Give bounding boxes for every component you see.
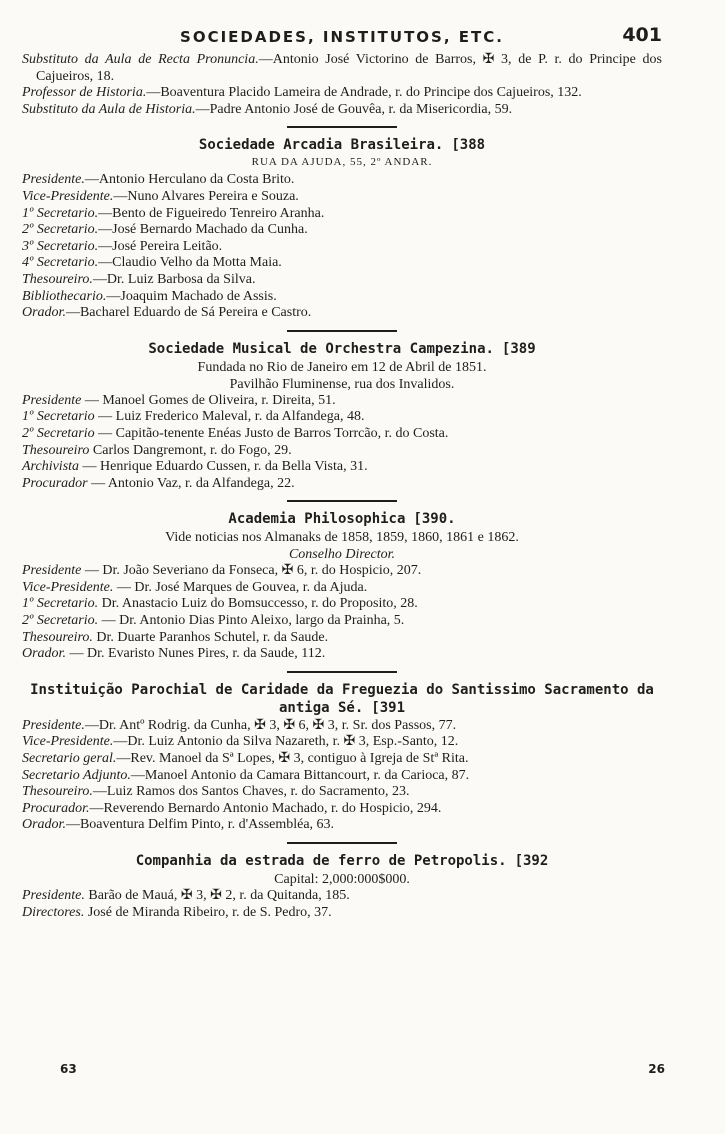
entry-text: Carlos Dangremont, r. do Fogo, 29. <box>89 442 292 458</box>
entry-text: — Dr. João Severiano da Fonseca, ✠ 6, r. do Hospicio, 207. <box>81 563 422 579</box>
entry <box>22 596 662 613</box>
entry <box>22 206 662 223</box>
section-title <box>22 510 662 528</box>
entry-text: —Dr. Luiz Antonio da Silva Nazareth, r. ✠ 3, Esp.-Santo, 12. <box>113 734 459 750</box>
section-note: Pavilhão Fluminense, rua dos Invalidos. <box>229 376 455 392</box>
entry-role: Orador. <box>22 305 66 321</box>
entry <box>22 580 662 597</box>
entry <box>22 189 662 206</box>
header-title: SOCIEDADES, INSTITUTOS, ETC. <box>180 28 504 46</box>
section-rule <box>287 500 397 502</box>
entry-text: José de Miranda Ribeiro, r. de S. Pedro, 37. <box>84 904 332 920</box>
entry-text: — Manoel Gomes de Oliveira, r. Direita, 51. <box>81 392 336 408</box>
entry-role: Substituto da Aula de Recta Pronuncia. <box>22 52 259 67</box>
entry <box>22 888 662 905</box>
entry-role: Presidente. <box>22 717 85 733</box>
entry-text: —Rev. Manoel da Sª Lopes, ✠ 3, contiguo à Igreja de Stª Rita. <box>116 751 469 767</box>
entry <box>22 289 662 306</box>
section-title <box>22 681 662 717</box>
section-rule <box>287 126 397 128</box>
footer-mark: 26 <box>648 1062 665 1076</box>
entry-role: 2º Secretario. <box>22 613 99 629</box>
entry-role: 2º Secretario. <box>22 222 99 238</box>
entry-role: 2º Secretario <box>22 425 95 441</box>
entry-text: —Reverendo Bernardo Antonio Machado, r. do Hospicio, 294. <box>89 800 442 816</box>
entry <box>22 459 662 476</box>
footer-signature: 63 <box>60 1062 77 1076</box>
entry-text: —José Pereira Leitão. <box>98 238 223 254</box>
entry-role: Presidente <box>22 563 82 579</box>
page <box>22 22 662 921</box>
entry-role: Procurador <box>22 475 88 491</box>
section-rule <box>287 842 397 844</box>
entry <box>22 443 662 460</box>
section-title <box>22 852 662 870</box>
entry-text: Barão de Mauá, ✠ 3, ✠ 2, r. da Quitanda, 185. <box>84 888 350 903</box>
entry-role: Vice-Presidente. <box>22 734 114 750</box>
section-title <box>22 340 662 358</box>
entry <box>22 52 662 85</box>
entry <box>22 646 662 663</box>
section-code: [391 <box>371 699 405 716</box>
entry-role: Professor de Historia. <box>22 85 147 101</box>
entry-text: Dr. Anastacio Luiz do Bomsuccesso, r. do Proposito, 28. <box>98 596 418 612</box>
top-entries <box>22 52 662 118</box>
entry-text: —Dr. Antº Rodrig. da Cunha, ✠ 3, ✠ 6, ✠ 3, r. Sr. dos Passos, 77. <box>84 717 457 733</box>
entry-role: Secretario Adjunto. <box>22 767 131 783</box>
section-code: [389 <box>501 340 536 357</box>
section-title-text: Sociedade Musical de Orchestra Campezina. <box>148 340 494 357</box>
entry <box>22 905 662 922</box>
entry <box>22 784 662 801</box>
entry <box>22 718 662 735</box>
entry-text: — Dr. Evaristo Nunes Pires, r. da Saude, 112. <box>65 646 326 662</box>
entry-text: —Antonio Herculano da Costa Brito. <box>84 172 295 188</box>
entry-text: Dr. Duarte Paranhos Schutel, r. da Saude. <box>92 629 329 645</box>
entry-role: Bibliothecario. <box>22 288 107 304</box>
entry-text: —Dr. Luiz Barbosa da Silva. <box>92 271 256 287</box>
section-title-text: Companhia da estrada de ferro de Petropolis. <box>135 853 507 869</box>
entry <box>22 563 662 580</box>
entry-role: 4º Secretario. <box>22 255 99 271</box>
entry-role: Vice-Presidente. <box>22 188 114 204</box>
entry <box>22 102 662 119</box>
entry <box>22 817 662 834</box>
entry-text: — Dr. José Marques de Gouvea, r. da Ajuda. <box>113 579 368 595</box>
section-code: [388 <box>451 137 486 154</box>
entry <box>22 768 662 785</box>
entry-text: —Claudio Velho da Motta Maia. <box>98 255 282 271</box>
entry-role: Presidente. <box>22 888 85 903</box>
section-title-text: Instituição Parochial de Caridade da Freguezia do Santissimo Sacramento da antiga Sé. <box>30 681 654 716</box>
entry-text: —Boaventura Placido Lameira de Andrade, r. do Principe dos Cajueiros, 132. <box>146 85 582 101</box>
entry <box>22 272 662 289</box>
section-rule <box>287 671 397 673</box>
entry <box>22 222 662 239</box>
entry-text: — Capitão-tenente Enéas Justo de Barros Torrcão, r. do Costa. <box>94 425 449 441</box>
entry-text: —Joaquim Machado de Assis. <box>106 288 277 304</box>
entry <box>22 409 662 426</box>
entry-role: Presidente <box>22 392 82 408</box>
entry-text: — Luiz Frederico Maleval, r. da Alfandega, 48. <box>94 409 365 425</box>
entry <box>22 801 662 818</box>
sections <box>22 126 662 921</box>
entry <box>22 426 662 443</box>
section-title <box>22 136 662 154</box>
entry <box>22 393 662 410</box>
entry <box>22 734 662 751</box>
entry-text: — Henrique Eduardo Cussen, r. da Bella Vista, 31. <box>79 459 368 475</box>
entry-role: Thesoureiro. <box>22 629 93 645</box>
entry-role: Presidente. <box>22 172 85 188</box>
entry <box>22 255 662 272</box>
entry <box>22 476 662 493</box>
entry-text: —Boaventura Delfim Pinto, r. d'Assembléa, 63. <box>65 817 335 833</box>
section-address: RUA DA AJUDA, 55, 2º ANDAR. <box>251 156 433 169</box>
entry-text: —Padre Antonio José de Gouvêa, r. da Misericordia, 59. <box>195 101 513 117</box>
entry-role: Thesoureiro. <box>22 784 93 800</box>
entry <box>22 305 662 322</box>
section-title-text: Sociedade Arcadia Brasileira. <box>198 137 444 154</box>
entry-text: —Antonio José Victorino de Barros, ✠ 3, de P. r. do Principe dos Cajueiros, 18. <box>36 52 662 84</box>
entry-text: —Manoel Antonio da Camara Bittancourt, r. da Carioca, 87. <box>130 767 470 783</box>
entry-role: 1º Secretario <box>22 409 95 425</box>
entry-role: Thesoureiro <box>22 442 90 458</box>
entry-text: —Bacharel Eduardo de Sá Pereira e Castro. <box>65 305 312 321</box>
entry-text: — Dr. Antonio Dias Pinto Aleixo, largo da Prainha, 5. <box>98 613 405 629</box>
entry-role: Archivista <box>22 459 80 475</box>
entry-role: 1º Secretario. <box>22 205 99 221</box>
section-note: Fundada no Rio de Janeiro em 12 de Abril de 1851. <box>197 359 487 375</box>
entry-text: —Bento de Figueiredo Tenreiro Aranha. <box>98 205 325 221</box>
section-subheading: Conselho Director. <box>288 547 396 563</box>
section-note: Vide noticias nos Almanaks de 1858, 1859, 1860, 1861 e 1862. <box>165 530 519 546</box>
page-number: 401 <box>622 24 662 46</box>
entry-role: Substituto da Aula de Historia. <box>22 101 196 117</box>
entry <box>22 172 662 189</box>
section-title-text: Academia Philosophica <box>228 511 406 528</box>
entry <box>22 751 662 768</box>
entry-role: Vice-Presidente. <box>22 579 114 595</box>
section-code: [390. <box>413 511 456 528</box>
entry-role: Procurador. <box>22 800 90 816</box>
entry-role: Orador. <box>22 817 66 833</box>
entry-role: 3º Secretario. <box>22 238 99 254</box>
entry-text: —Luiz Ramos dos Santos Chaves, r. do Sacramento, 23. <box>92 784 410 800</box>
entry <box>22 85 662 102</box>
entry-role: Secretario geral. <box>22 751 117 767</box>
section-code: [392 <box>514 853 549 869</box>
entry-text: — Antonio Vaz, r. da Alfandega, 22. <box>87 475 295 491</box>
entry <box>22 239 662 256</box>
entry <box>22 630 662 647</box>
entry <box>22 613 662 630</box>
section-rule <box>287 330 397 332</box>
entry-role: Orador. <box>22 646 66 662</box>
entry-role: Directores. <box>22 904 85 920</box>
entry-role: Thesoureiro. <box>22 271 93 287</box>
running-header <box>22 22 662 52</box>
entry-text: —José Bernardo Machado da Cunha. <box>98 222 308 238</box>
section-note: Capital: 2,000:000$000. <box>274 872 410 887</box>
entry-text: —Nuno Alvares Pereira e Souza. <box>113 188 299 204</box>
entry-role: 1º Secretario. <box>22 596 99 612</box>
